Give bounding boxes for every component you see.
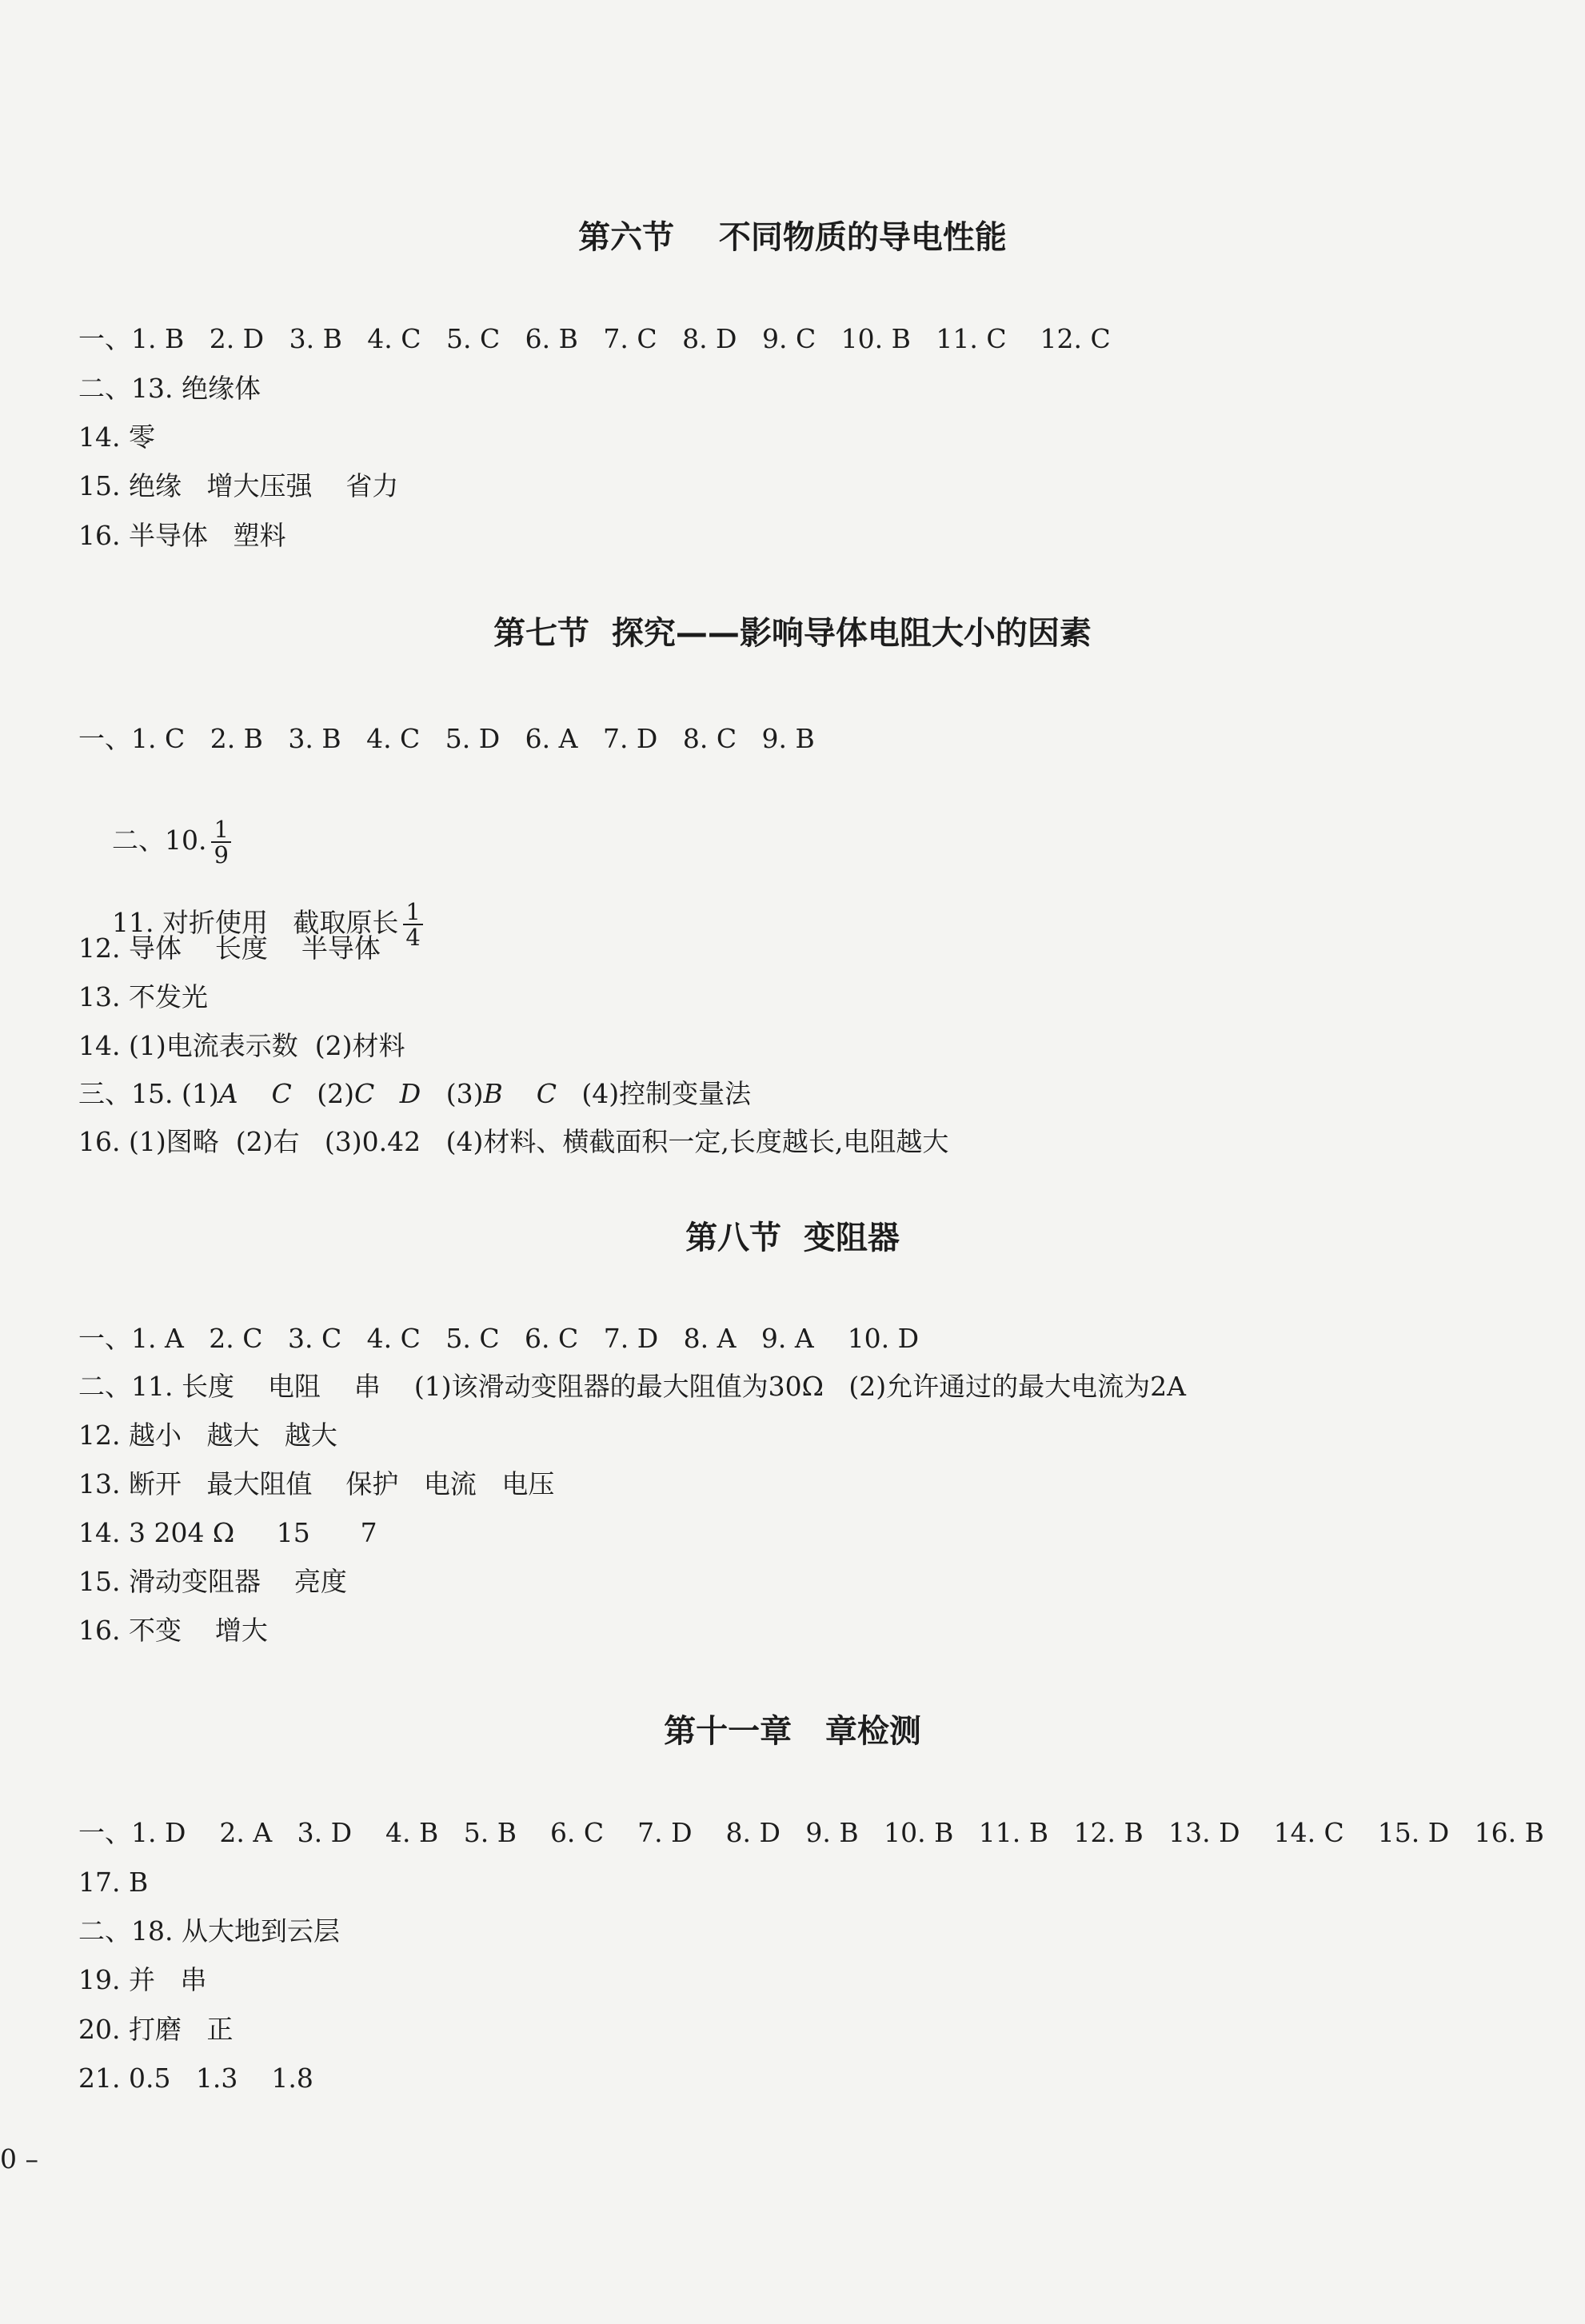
fraction-numerator: 1 xyxy=(211,817,230,843)
fraction-denominator: 4 xyxy=(405,924,421,951)
answer-text: 二、10. xyxy=(111,825,207,856)
answer-line: 19. 并 串 xyxy=(78,1964,207,1995)
answer-text: 三、15. (1) xyxy=(78,1078,219,1109)
answer-line: 13. 断开 最大阻值 保护 电流 电压 xyxy=(78,1468,555,1499)
answer-line: 16. 不变 增大 xyxy=(78,1615,268,1646)
answer-line-with-fraction xyxy=(78,865,423,984)
fraction-one-quarter xyxy=(403,900,422,949)
section-title-7: 第七节 探究——影响导体电阻大小的因素 xyxy=(493,615,1092,652)
answer-line: 16. 半导体 塑料 xyxy=(78,520,286,551)
answer-line: 15. 滑动变阻器 亮度 xyxy=(78,1566,347,1597)
answer-line: 14. 零 xyxy=(78,421,155,453)
chapter-test-title: 第十一章 章检测 xyxy=(664,1713,921,1750)
answer-line: 一、1. D 2. A 3. D 4. B 5. B 6. C 7. D 8. D 9. B 10. B 11. B 12. B 13. D 14. C 15. D 16. B xyxy=(78,1817,1544,1848)
answer-line: 17. B xyxy=(78,1867,149,1898)
answer-text: (3) xyxy=(445,1078,484,1109)
answer-line: 一、1. B 2. D 3. B 4. C 5. C 6. B 7. C 8. D 9. C 10. B 11. C 12. C xyxy=(78,323,1111,354)
fraction-one-ninth xyxy=(211,817,230,867)
section-title-6: 第六节 不同物质的导电性能 xyxy=(578,219,1007,256)
answer-line: 一、1. C 2. B 3. B 4. C 5. D 6. A 7. D 8. C 9. B xyxy=(78,723,815,754)
answer-line: 一、1. A 2. C 3. C 4. C 5. C 6. C 7. D 8. A 9. A 10. D xyxy=(78,1323,920,1354)
answer-line: 16. (1)图略 (2)右 (3)0.42 (4)材料、横截面积一定,长度越长,电阻越大 xyxy=(78,1126,949,1157)
answer-line: 13. 不发光 xyxy=(78,981,208,1012)
answer-option: C xyxy=(354,1078,375,1109)
answer-line: 二、11. 长度 电阻 串 (1)该滑动变阻器的最大阻值为30Ω (2)允许通过的最大电流为2A xyxy=(78,1371,1186,1402)
answer-line: 20. 打磨 正 xyxy=(78,2014,234,2045)
answer-line: 二、13. 绝缘体 xyxy=(78,373,261,404)
page-number: 0 – xyxy=(0,2143,38,2174)
answer-text: (2) xyxy=(317,1078,355,1109)
answer-option: C xyxy=(271,1078,292,1109)
fraction-numerator: 1 xyxy=(403,900,422,925)
answer-line: 12. 越小 越大 越大 xyxy=(78,1420,337,1451)
answer-option: B xyxy=(483,1078,503,1109)
answer-text: (4)控制变量法 xyxy=(581,1078,752,1109)
answer-text: 11. 对折使用 截取原长 xyxy=(111,907,399,938)
section-title-8: 第八节 变阻器 xyxy=(685,1220,900,1256)
answer-line: 21. 0.5 1.3 1.8 xyxy=(78,2062,313,2094)
fraction-denominator: 9 xyxy=(214,841,229,869)
answer-line-q15 xyxy=(78,1076,751,1112)
answer-line: 15. 绝缘 增大压强 省力 xyxy=(78,470,399,501)
answer-option: D xyxy=(399,1078,421,1109)
answer-line: 14. 3 204 Ω 15 7 xyxy=(78,1517,377,1548)
answer-line: 12. 导体 长度 半导体 xyxy=(78,932,381,964)
answer-option: A xyxy=(218,1078,238,1109)
answer-line: 14. (1)电流表示数 (2)材料 xyxy=(78,1030,405,1061)
answer-option: C xyxy=(536,1078,557,1109)
answer-line: 二、18. 从大地到云层 xyxy=(78,1915,340,1947)
